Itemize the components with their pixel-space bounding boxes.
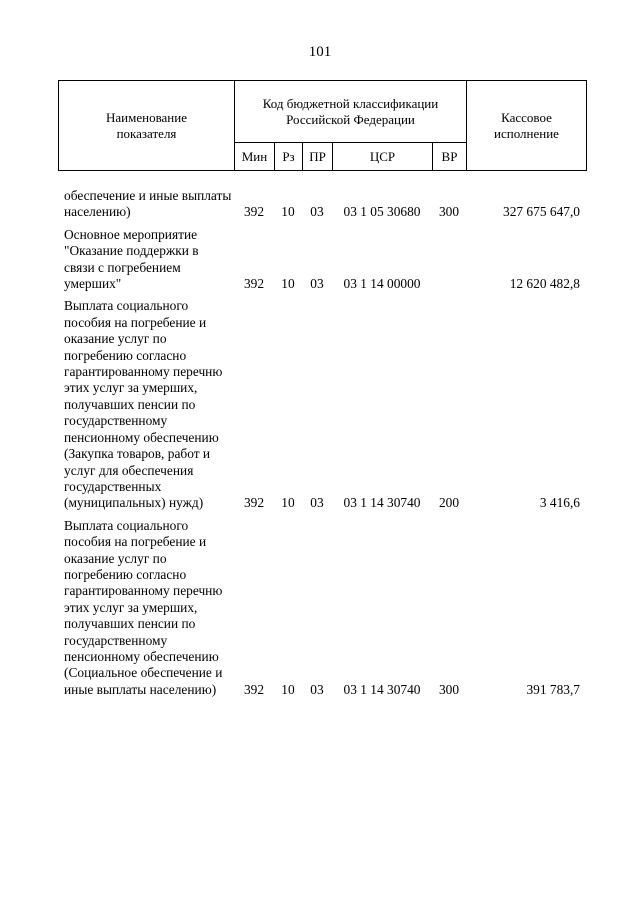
row-csr: 03 1 14 00000	[343, 276, 421, 292]
row-amount: 327 675 647,0	[503, 204, 580, 220]
row-vr: 200	[438, 495, 460, 511]
row-vr: 300	[438, 204, 460, 220]
row-min: 392	[243, 495, 265, 511]
header-min: Мин	[235, 143, 275, 171]
row-csr: 03 1 14 30740	[343, 681, 421, 697]
table-header	[58, 80, 587, 171]
row-rz: 10	[281, 276, 295, 292]
table-row	[58, 298, 586, 511]
row-rz: 10	[281, 495, 295, 511]
row-name: Выплата социального пособия на погребение и оказание услуг по погребению согласно гарантированному перечню этих услуг за умерших, получавших пенсии по государственному пенсионному обеспечению (Социальное обеспечение и иные выплаты населению)	[64, 517, 223, 697]
row-csr: 03 1 14 30740	[343, 495, 421, 511]
table-body	[58, 188, 586, 704]
row-pr: 03	[310, 681, 324, 697]
page-number: 101	[308, 44, 332, 60]
header-vr: ВР	[433, 143, 467, 171]
row-csr: 03 1 05 30680	[343, 204, 421, 220]
header-pr: ПР	[303, 143, 333, 171]
table-row	[58, 188, 586, 221]
row-name: Выплата социального пособия на погребение и оказание услуг по погребению согласно гарантированному перечню этих услуг за умерших, получавших пенсии по государственному пенсионному обеспечению (Закупка товаров, работ и услуг для обеспечения государственных (муниципальных) нужд)	[64, 298, 223, 511]
header-code-group: Код бюджетной классификации Российской Федерации	[235, 81, 467, 143]
row-min: 392	[243, 276, 265, 292]
table-row	[58, 227, 586, 293]
row-pr: 03	[310, 276, 324, 292]
row-pr: 03	[310, 204, 324, 220]
row-vr: 300	[438, 681, 460, 697]
table-row	[58, 518, 586, 698]
row-amount: 12 620 482,8	[509, 276, 580, 292]
header-rz: Рз	[275, 143, 303, 171]
row-rz: 10	[281, 204, 295, 220]
row-name: Основное мероприятие "Оказание поддержки в связи с погребением умерших"	[64, 226, 199, 292]
header-amount-column: Кассовое исполнение	[467, 81, 587, 171]
row-amount: 3 416,6	[539, 495, 580, 511]
row-min: 392	[243, 204, 265, 220]
header-csr: ЦСР	[333, 143, 433, 171]
row-rz: 10	[281, 681, 295, 697]
row-pr: 03	[310, 495, 324, 511]
header-name-column: Наименование показателя	[59, 81, 235, 171]
row-min: 392	[243, 681, 265, 697]
row-name: обеспечение и иные выплаты населению)	[64, 188, 232, 220]
row-amount: 391 783,7	[526, 681, 580, 697]
